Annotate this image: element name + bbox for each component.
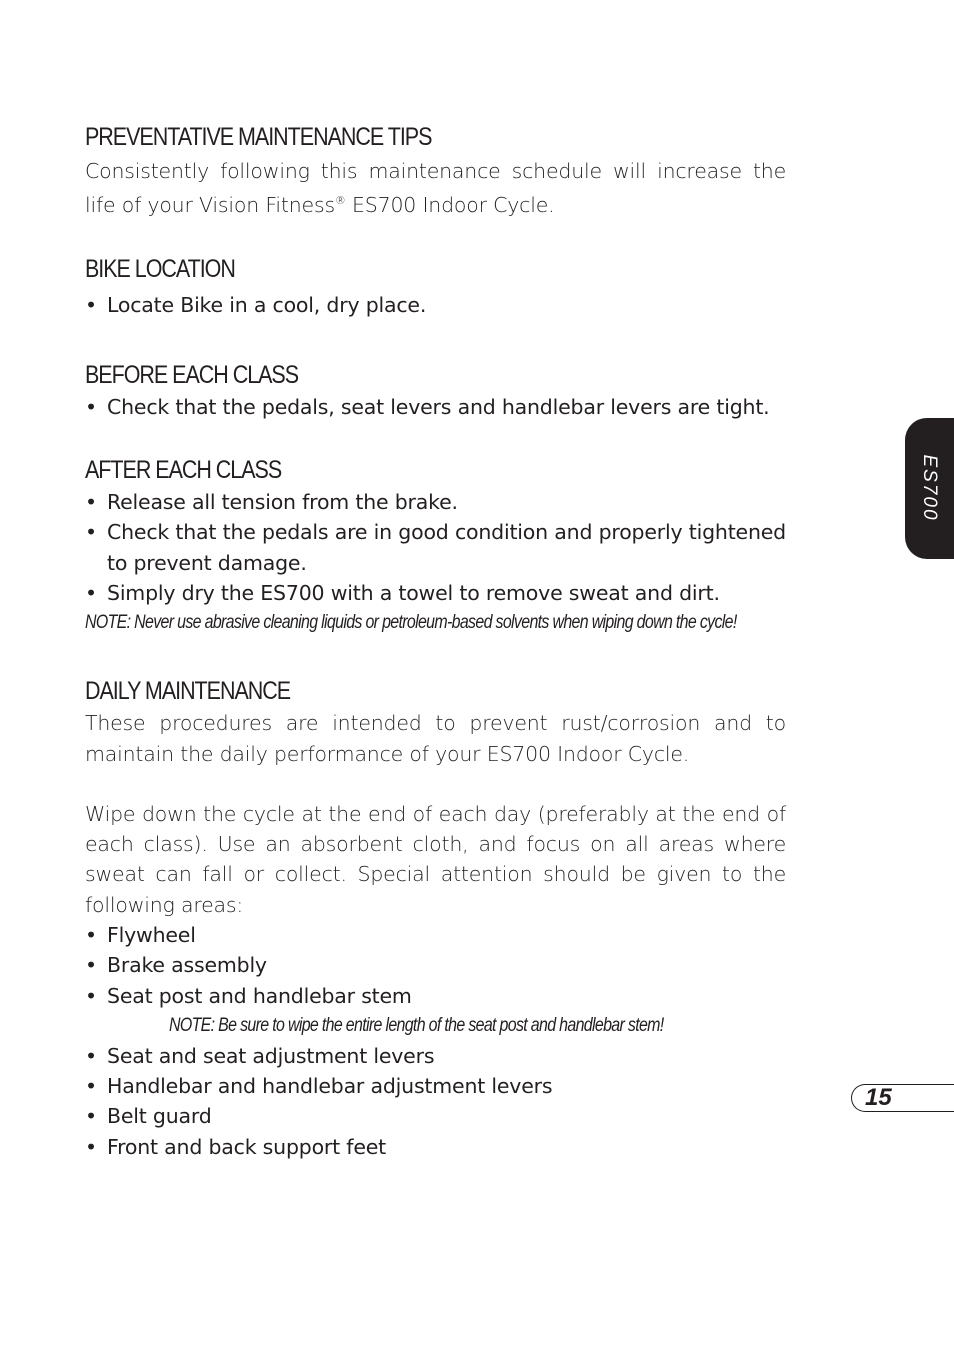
daily-note: NOTE: Be sure to wipe the entire length of the seat post and handlebar stem! bbox=[169, 1014, 664, 1036]
after-class-note: NOTE: Never use abrasive cleaning liquids or petroleum-based solvents when wiping down the cycle! bbox=[85, 612, 737, 634]
bullet: • bbox=[85, 1134, 97, 1159]
list-item bbox=[85, 981, 786, 1011]
list-item bbox=[85, 1132, 786, 1162]
list-item-text: Seat post and handlebar stem bbox=[107, 983, 412, 1008]
list-item bbox=[85, 392, 786, 422]
bullet: • bbox=[85, 983, 97, 1008]
list-item bbox=[85, 950, 786, 980]
before-class-title: BEFORE EACH CLASS bbox=[85, 360, 299, 389]
page-number-tab bbox=[851, 1084, 954, 1112]
side-tab-label: ES700 bbox=[919, 454, 940, 522]
list-item bbox=[85, 290, 786, 320]
bullet: • bbox=[85, 490, 97, 515]
list-item bbox=[85, 517, 786, 578]
bullet: • bbox=[85, 953, 97, 978]
bullet: • bbox=[85, 1104, 97, 1129]
list-item bbox=[85, 1071, 786, 1101]
list-item bbox=[85, 920, 786, 950]
model-side-tab bbox=[905, 418, 954, 559]
manual-page-content bbox=[85, 120, 786, 1162]
list-item-text: Handlebar and handlebar adjustment levers bbox=[107, 1074, 553, 1099]
preventative-text-end: ES700 Indoor Cycle. bbox=[345, 193, 555, 218]
bike-location-title: BIKE LOCATION bbox=[85, 255, 235, 284]
list-item bbox=[85, 487, 786, 517]
daily-wipe-text: Wipe down the cycle at the end of each day (preferably at the end of each class). Use an absorbent cloth, and focus on all areas where sweat can fall or collect. Special attention should be given to the following areas: bbox=[85, 801, 786, 917]
registered-mark: ® bbox=[334, 194, 346, 208]
list-item-text: Locate Bike in a cool, dry place. bbox=[107, 293, 427, 318]
list-item-text: Simply dry the ES700 with a towel to remove sweat and dirt. bbox=[107, 580, 720, 605]
list-item bbox=[85, 1041, 786, 1071]
list-item-text: Flywheel bbox=[107, 922, 196, 947]
daily-maintenance-title: DAILY MAINTENANCE bbox=[85, 677, 291, 706]
list-item-text: Check that the pedals, seat levers and handlebar levers are tight. bbox=[107, 394, 770, 419]
list-item-text: Belt guard bbox=[107, 1104, 212, 1129]
list-item-text: Seat and seat adjustment levers bbox=[107, 1043, 435, 1068]
page-number: 15 bbox=[865, 1084, 892, 1111]
bullet: • bbox=[85, 922, 97, 947]
list-item-text: Release all tension from the brake. bbox=[107, 490, 458, 515]
bullet: • bbox=[85, 1074, 97, 1099]
list-item-text: Check that the pedals are in good condition and properly tightened to prevent damage. bbox=[107, 520, 786, 575]
list-item bbox=[85, 1101, 786, 1131]
preventative-title: PREVENTATIVE MAINTENANCE TIPS bbox=[85, 123, 432, 151]
list-item bbox=[85, 578, 786, 608]
after-class-title: AFTER EACH CLASS bbox=[85, 456, 282, 485]
bullet: • bbox=[85, 580, 97, 605]
bullet: • bbox=[85, 394, 97, 419]
preventative-text bbox=[85, 156, 786, 220]
preventative-text-start: Consistently following this maintenance schedule will increase the life of your Vision Fitness bbox=[85, 159, 786, 218]
daily-intro: These procedures are intended to prevent rust/corrosion and to maintain the daily performance of your ES700 Indoor Cycle. bbox=[85, 711, 786, 766]
bullet: • bbox=[85, 520, 97, 545]
bullet: • bbox=[85, 293, 97, 318]
bullet: • bbox=[85, 1043, 97, 1068]
list-item-text: Brake assembly bbox=[107, 953, 267, 978]
list-item-text: Front and back support feet bbox=[107, 1134, 386, 1159]
